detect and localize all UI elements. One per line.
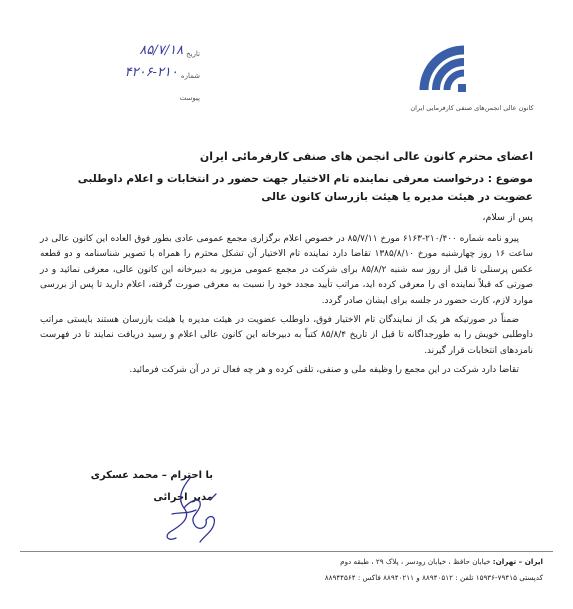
footer-address-text: خیابان حافظ ، خیابان رودسر ، پلاک ۲۹ ، طبقه دوم — [340, 557, 491, 566]
closing-regards: با احترام – محمد عسکری — [90, 470, 213, 481]
closing-title: مدیر اجرائی — [153, 492, 213, 503]
logo-dot — [458, 84, 466, 92]
footer-contact: کدپستی ۷۹۴۱۵-۱۵۹۳۶ تلفن : ۸۸۹۴۰۵۱۲ و ۸۸۹۴۰۲۱۱ فاکس : ۸۸۹۴۴۵۶۴ — [324, 573, 543, 582]
number-row — [30, 58, 200, 80]
paragraph-3: تقاضا دارد شرکت در این مجمع را وظیفه ملی و صنفی، تلقی کرده و هر چه فعال تر در آن شرکت فرمائید. — [129, 365, 519, 376]
paragraph-1: پیرو نامه شماره ۲۱۰/۴۰۰-۶۱۶۳ مورخ ۸۵/۷/۱۱ در خصوص اعلام برگزاری مجمع عمومی عادی بطور فوق العاده این کانون عالی در ساعت ۱۶ روز چهارشنبه مورخ ۱۳۸۵/۸/۱۰ تقاضا دارد نماینده تام الاختیار آن تشکل محترم را همراه با تصویر شناسنامه و دو قطعه عکس پرسنلی تا قبل از روز سه شنبه ۸۵/۸/۲ برای شرکت در مجمع عمومی مزبور به دبیرخانه این کانون عالی، معرفی نمائید و در صورتی که قبلاً نماینده ای را معرفی کرده اید، مراتب تأیید مجدد خود را نسبت به معرفی صورت گرفته، اعلام دارید تا پس از بررسی موارد لازم، کارت حضور در جلسه برای ایشان صادر گردد. — [40, 234, 533, 306]
footer-address — [30, 557, 543, 566]
footer-city: ایران – تهران: — [492, 557, 543, 566]
letter-body — [40, 232, 533, 379]
attachment-label: پیوست — [179, 94, 200, 102]
paragraph-2: ضمناً در صورتیکه هر یک از نمایندگان تام الاختیار فوق، داوطلب عضویت در هیئت مدیره یا هیئت بازرسان هستند بایستی مراتب داوطلبی خویش را به طورجداگانه تا قبل از تاریخ ۸۵/۸/۴ کتباً به دبیرخانه این کانون عالی اعلام و رسید دریافت نمایند تا در فهرست نامزدهای انتخابات قرار گیرند. — [40, 315, 534, 356]
addressee: اعضای محترم کانون عالی انجمن های صنفی کارفرمائی ایران — [199, 150, 533, 163]
attachment-row — [30, 80, 200, 102]
letter-meta — [30, 36, 200, 102]
number-value: ۴۲۰۶-۲۱۰ — [124, 65, 178, 80]
footer-divider — [20, 551, 553, 552]
date-label: تاریخ — [186, 50, 200, 58]
number-label: شماره — [180, 72, 200, 80]
date-value: ۸۵/۷/۱۸ — [139, 43, 184, 58]
handwritten-signature — [150, 470, 230, 550]
logo-caption: کانون عالی انجمن‌های صنفی کارفرمایی ایران — [410, 104, 534, 112]
subject — [40, 170, 533, 206]
salutation: پس از سلام، — [482, 212, 533, 223]
subject-line-2: عضویت در هیئت مدیره یا هیئت بازرسان کانون عالی — [261, 191, 533, 203]
date-row — [30, 36, 200, 58]
subject-line-1: موضوع : درخواست معرفی نماینده تام الاختیار جهت حضور در انتخابات و اعلام داوطلبی — [77, 173, 533, 185]
